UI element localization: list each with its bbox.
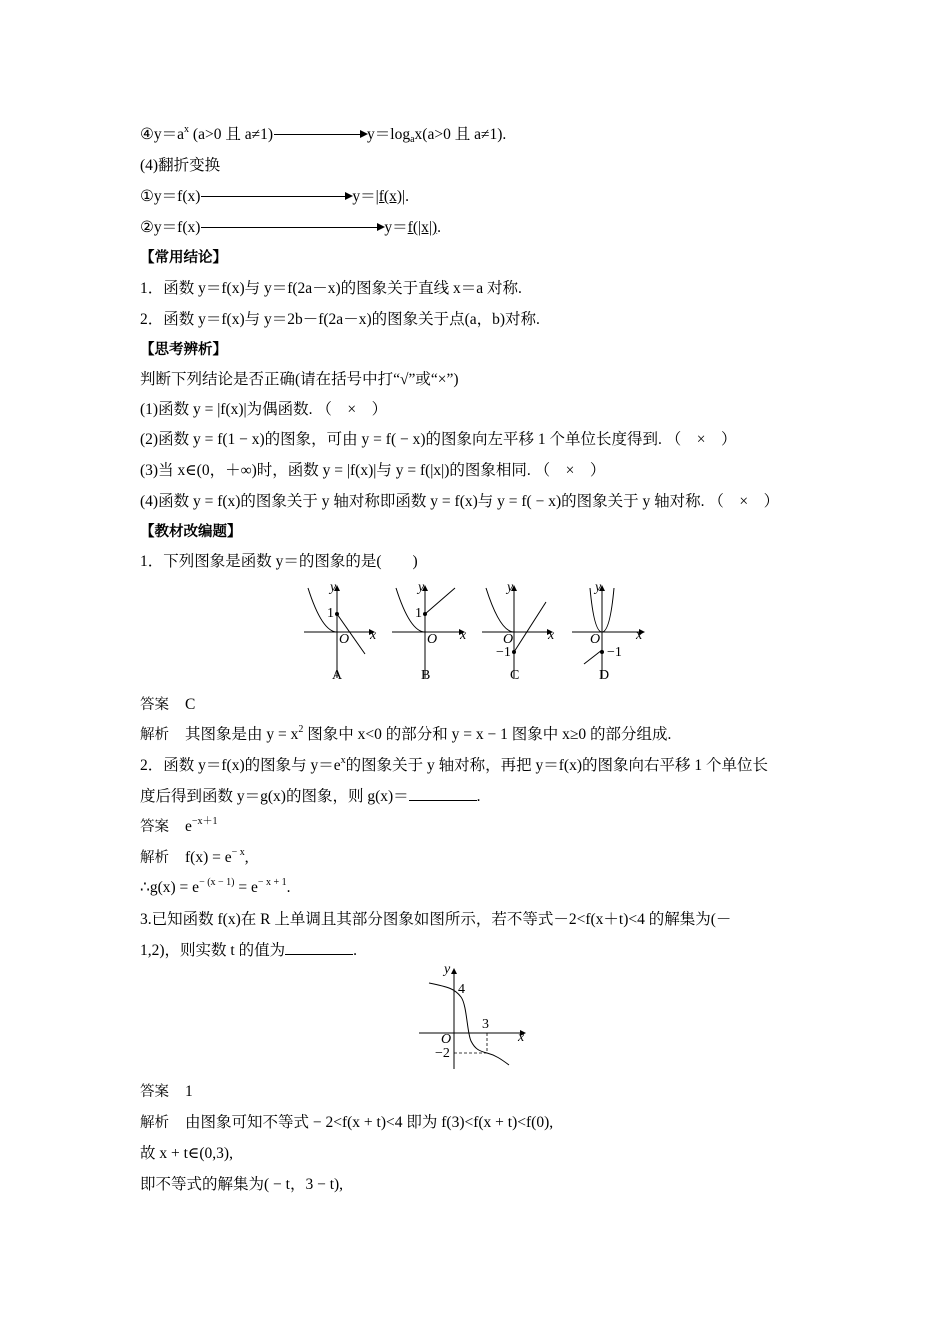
analysis-text: f(x) = e — [185, 849, 232, 866]
analysis-sup: − x + 1 — [257, 877, 287, 888]
right-arrow-icon — [201, 196, 351, 198]
formula-end: . — [437, 219, 441, 236]
graph-b-origin: O — [427, 632, 438, 647]
formula-lhs: y＝a — [153, 126, 185, 143]
problem-1-answer — [140, 695, 195, 715]
formula-sup: x — [184, 124, 190, 135]
graph-a-label: A — [332, 668, 343, 683]
answer-value: C — [185, 696, 196, 713]
problem-3-top-tick: 4 — [458, 982, 465, 997]
question-sup: x — [340, 755, 346, 766]
transform-flip-1 — [140, 187, 409, 207]
graph-b-label: B — [421, 668, 431, 683]
common-conclusion-2: 2．函数 y＝f(x)与 y＝2b－f(2a－x)的图象关于点(a，b)对称. — [140, 311, 540, 328]
formula-rhs: y＝ — [352, 188, 376, 205]
analysis-text: ∴g(x) = e — [140, 879, 200, 896]
think-question-2: (2)函数 y = f(1 − x)的图象，可由 y = f( − x)的图象向左平移 1 个单位长度得到. （ × ） — [140, 431, 737, 448]
problem-3-y-label: y — [444, 962, 451, 977]
analysis-sup: 2 — [298, 724, 304, 735]
answer-value: 1 — [185, 1083, 193, 1100]
answer-label: 答案 — [140, 1084, 169, 1100]
think-question-4: (4)函数 y = f(x)的图象关于 y 轴对称即函数 y = f(x)与 y = f( − x)的图象关于 y 轴对称. （ × ） — [140, 493, 780, 510]
formula-tail: x(a>0 且 a≠1). — [414, 126, 507, 143]
graph-c-tick: −1 — [496, 645, 511, 660]
item-number: ④ — [140, 126, 154, 143]
graph-d-x-label: x — [636, 628, 643, 643]
common-conclusion-1: 1．函数 y＝f(x)与 y＝f(2a－x)的图象关于直线 x＝a 对称. — [140, 280, 522, 297]
right-arrow-icon — [274, 134, 366, 136]
problem-2-question-line-1 — [140, 756, 768, 776]
problem-3-analysis-2: 故 x + t∈(0,3), — [140, 1145, 233, 1162]
analysis-sup: − x — [231, 847, 245, 858]
graph-d-origin: O — [590, 632, 601, 647]
graph-c-origin: O — [503, 632, 514, 647]
problem-3-x-label: x — [518, 1030, 525, 1045]
graph-a-x-label: x — [370, 628, 377, 643]
question-text: 1,2)，则实数 t 的值为 — [140, 942, 286, 959]
answer-label: 答案 — [140, 819, 169, 835]
question-text: 度后得到函数 y＝g(x)的图象，则 g(x)＝ — [140, 788, 409, 805]
answer-blank[interactable] — [409, 786, 477, 801]
item-number: ① — [140, 188, 154, 205]
formula-answer: |f(x)| — [375, 188, 406, 205]
analysis-label: 解析 — [140, 850, 169, 866]
problem-2-analysis-1 — [140, 848, 249, 868]
graph-d-label: D — [599, 668, 610, 683]
answer-label: 答案 — [140, 697, 169, 713]
think-question-3: (3)当 x∈(0，＋∞)时，函数 y = |f(x)|与 y = f(|x|)的图象相同. （ × ） — [140, 462, 606, 479]
transform-flip-2 — [140, 218, 441, 238]
formula-answer: f(|x|) — [407, 219, 438, 236]
analysis-label: 解析 — [140, 727, 169, 743]
common-title: 【常用结论】 — [140, 250, 227, 266]
formula-cond: (a>0 且 a≠1) — [189, 126, 274, 143]
formula-sub: a — [410, 134, 415, 145]
item-number: ② — [140, 219, 154, 236]
problem-2-question-line-2 — [140, 786, 481, 807]
answer-sup: −x＋1 — [191, 816, 218, 827]
problem-3-right-tick: 3 — [482, 1017, 489, 1032]
right-arrow-icon — [201, 227, 383, 229]
problem-3-bottom-tick: −2 — [435, 1046, 450, 1061]
formula-rhs: y＝ — [384, 219, 408, 236]
formula-end: . — [405, 188, 409, 205]
analysis-text: 由图象可知不等式 − 2<f(x + t)<4 即为 f(3)<f(x + t)<f(0), — [185, 1114, 554, 1131]
question-text: 2．函数 y＝f(x)的图象与 y＝e — [140, 757, 341, 774]
formula-lhs: y＝f(x) — [153, 188, 201, 205]
analysis-text: 其图象是由 y = x — [185, 726, 299, 743]
problem-3-graph — [415, 965, 535, 1070]
answer-value: e — [185, 818, 192, 835]
think-title: 【思考辨析】 — [140, 342, 227, 358]
problem-3-analysis-3: 即不等式的解集为( − t，3 − t), — [140, 1176, 344, 1193]
graph-c — [482, 586, 555, 678]
problem-3-analysis-1 — [140, 1113, 553, 1133]
graph-d-y-label: y — [595, 580, 602, 595]
answer-blank[interactable] — [285, 940, 353, 955]
graph-c-label: C — [510, 668, 520, 683]
textbook-title: 【教材改编题】 — [140, 524, 242, 540]
analysis-text-tail: 图象中 x<0 的部分和 y = x − 1 图象中 x≥0 的部分组成. — [303, 726, 672, 743]
graph-a-tick: 1 — [327, 606, 334, 621]
flip-title: (4)翻折变换 — [140, 157, 221, 174]
problem-1-question: 1．下列图象是函数 y＝的图象的是( ) — [140, 553, 418, 570]
analysis-end: . — [286, 879, 291, 896]
transform-item-4 — [140, 125, 506, 145]
analysis-text-mid: = e — [234, 879, 258, 896]
problem-3-origin: O — [441, 1032, 452, 1047]
graph-b-y-label: y — [418, 580, 425, 595]
problem-2-analysis-2 — [140, 878, 291, 898]
question-end: . — [476, 788, 481, 805]
think-question-1: (1)函数 y = |f(x)|为偶函数. （ × ） — [140, 401, 388, 418]
graph-d — [572, 586, 644, 678]
analysis-label: 解析 — [140, 1115, 169, 1131]
graph-a-y-label: y — [330, 580, 337, 595]
graph-a-origin: O — [339, 632, 350, 647]
problem-3-answer — [140, 1082, 193, 1102]
formula-lhs: y＝f(x) — [153, 219, 201, 236]
graph-d-tick: −1 — [607, 645, 622, 660]
think-intro: 判断下列结论是否正确(请在括号中打“√”或“×”) — [140, 371, 459, 388]
problem-3-question-line-1: 3.已知函数 f(x)在 R 上单调且其部分图象如图所示，若不等式－2<f(x＋t)<4 的解集为(－ — [140, 911, 732, 928]
graph-c-x-label: x — [548, 628, 555, 643]
problem-2-answer — [140, 817, 218, 837]
analysis-end: , — [244, 849, 249, 866]
question-end: . — [353, 942, 357, 959]
question-text-tail: 的图象关于 y 轴对称，再把 y＝f(x)的图象向右平移 1 个单位长 — [345, 757, 768, 774]
problem-3-question-line-2 — [140, 940, 357, 961]
formula-rhs: y＝log — [367, 126, 411, 143]
problem-1-analysis — [140, 725, 671, 745]
analysis-sup: − (x − 1) — [199, 877, 235, 888]
graph-c-y-label: y — [507, 580, 514, 595]
graph-b-x-label: x — [460, 628, 467, 643]
graph-b-tick: 1 — [415, 606, 422, 621]
